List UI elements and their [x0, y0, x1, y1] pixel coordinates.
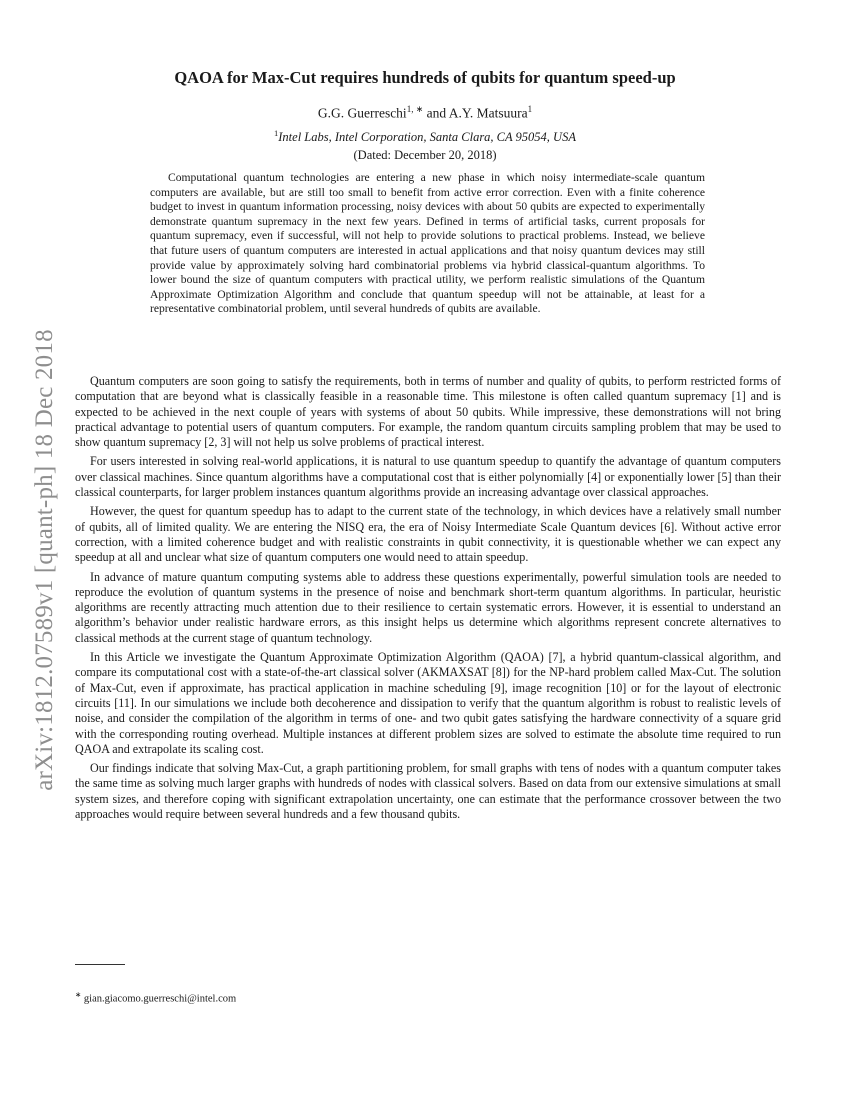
- footnote-divider: [75, 964, 125, 965]
- footnote: [75, 990, 575, 1005]
- author-name: A.Y. Matsuura: [448, 105, 528, 121]
- body-paragraph: In advance of mature quantum computing systems able to address these questions experimentally, powerful simulation tools are needed to reproduce the evolution of quantum systems in the presence of noise and benchmark short-term quantum algorithms. In particular, heuristic algorithms are recently attracting much attention due to their resilience to certain systematic errors. However, it is essential to understand an algorithm’s behavior under realistic hardware errors, as this insight helps us determine which algorithms represent concrete alternatives to classical methods at the current stage of quantum technology.: [75, 569, 781, 645]
- affiliation-text: Intel Labs, Intel Corporation, Santa Clara, CA 95054, USA: [278, 130, 576, 145]
- body-paragraph: In this Article we investigate the Quantum Approximate Optimization Algorithm (QAOA) [7], a hybrid quantum-classical algorithm, and compare its computational cost with a state-of-the-art classical solver (AKMAXSAT [8]) for the NP-hard problem called Max-Cut. The solution of Max-Cut, even if approximate, has practical application in machine scheduling [9], image recognition [10] or for the layout of electronic circuits [11]. In our simulations we include both decoherence and dissipation to verify that the quantum algorithm is robust to realistic levels of noise, and consider the compilation of the algorithm in terms of one- and two qubit gates satisfying the hardware connectivity of a square grid with the corresponding routing overhead. Multiple instances at different problem sizes are solved to estimate the absolute time required to run QAOA and extrapolate its scaling cost.: [75, 650, 781, 756]
- author-affiliation-mark: 1: [527, 104, 533, 114]
- author-joiner: and: [426, 105, 447, 121]
- footnote-mark: ∗: [75, 990, 82, 999]
- body-paragraph: However, the quest for quantum speedup has to adapt to the current state of the technology, in which devices have a relatively small number of qubits, all of limited quality. We are entering the NISQ era, the era of Noisy Intermediate Scale Quantum devices [6]. Without active error correction, with a limited coherence budget and with realistic constraints in qubit connectivity, it is questionable whether we can expect any speedup at all and unclear what size of quantum computers one would need to attain speedup.: [75, 504, 781, 565]
- arxiv-sidebar-stamp: [20, 280, 70, 840]
- body-text: [75, 374, 781, 826]
- body-paragraph: Quantum computers are soon going to satisfy the requirements, both in terms of number and quality of qubits, to perform restricted forms of computation that are beyond what is classically feasible in a reasonable time. This milestone is often called quantum supremacy [1] and is expected to be achieved in the next couple of years with systems of about 50 qubits. While impressive, these demonstrations will not bring practical advantage to potential users of quantum computers. For example, the random quantum circuits sampling problem that may be used to show quantum supremacy [2, 3] will not help us solve problems of practical interest.: [75, 374, 781, 450]
- body-paragraph: Our findings indicate that solving Max-Cut, a graph partitioning problem, for small graphs with tens of nodes with a quantum computer takes the same time as solving much larger graphs with hundreds of nodes with classical solvers. Based on data from our extensive simulations at small system sizes, and therefore coping with significant extrapolation uncertainty, one can estimate that the performance crossover between the two approaches would require between several hundreds and a few thousand qubits.: [75, 761, 781, 822]
- date-line: (Dated: December 20, 2018): [353, 148, 497, 162]
- author-affiliation-mark: 1, ∗: [406, 104, 424, 114]
- affiliation-mark: 1: [274, 128, 279, 138]
- abstract: Computational quantum technologies are entering a new phase in which noisy intermediate-scale quantum computers are available, but are still too small to benefit from active error correction. Even with a finite coherence budget to invest in quantum information processing, noisy devices with about 50 qubits are expected to experimentally demonstrate quantum supremacy in the next few years. Defined in terms of artificial tasks, current proposals for quantum supremacy, even if successful, will not help to provide solutions to practical problems. Instead, we believe that future users of quantum computers are interested in actual applications and that noisy quantum devices may still provide value by approximately solving hard combinatorial problems via hybrid classical-quantum algorithms. To lower bound the size of quantum computers with practical utility, we perform realistic simulations of the Quantum Approximate Optimization Algorithm and conclude that quantum speedup will not be attainable, at least for a representative combinatorial problem, until several hundreds of qubits are available.: [150, 171, 705, 316]
- footnote-email: gian.giacomo.guerreschi@intel.com: [83, 993, 237, 1005]
- paper-title: QAOA for Max-Cut requires hundreds of qubits for quantum speed-up: [174, 68, 676, 87]
- author-name: G.G. Guerreschi: [317, 105, 407, 121]
- affiliation: [75, 128, 775, 145]
- arxiv-identifier: arXiv:1812.07589v1 [quant-ph] 18 Dec 2018: [31, 329, 58, 791]
- body-paragraph: For users interested in solving real-world applications, it is natural to use quantum speedup to quantify the advantage of quantum computers over classical machines. Since quantum algorithms have a computational cost that is either polynomially [4] or exponentially lower [5] than their classical counterparts, for larger problem instances quantum algorithms provide an increasing advantage over classical approaches.: [75, 454, 781, 500]
- author-line: [75, 104, 775, 122]
